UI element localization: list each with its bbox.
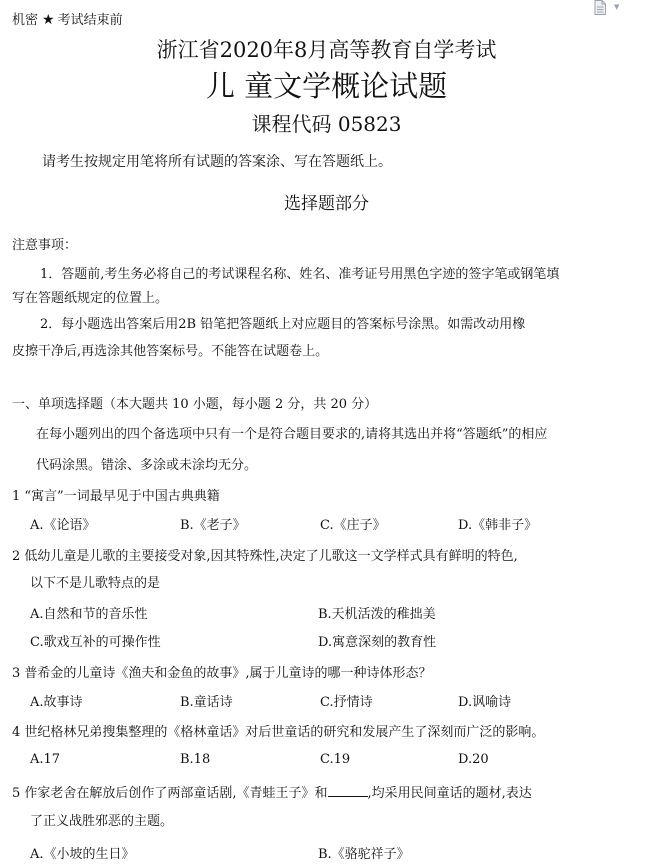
question-4: 4 世纪格林兄弟搜集整理的《格林童话》对后世童话的研究和发展产生了深刻而广泛的影响。 (12, 725, 545, 740)
q1-option-a: A.《论语》 (30, 518, 96, 533)
secret-label: 机密 (12, 13, 39, 28)
q3-option-c: C.抒情诗 (320, 695, 373, 710)
notice-item-1: 1．答题前,考生务必将自己的考试课程名称、姓名、准考证号用黑色字迹的签字笔或钢笔填 (40, 267, 560, 282)
course-code: 课程代码 05823 (251, 112, 402, 136)
q3-option-b: B.童话诗 (180, 695, 233, 710)
chevron-down-icon[interactable]: ▼ (614, 3, 620, 11)
exam-title: 浙江省2020年8月高等教育自学考试 (156, 38, 497, 62)
section-heading: 选择题部分 (284, 194, 369, 214)
question-5-cont: 了正义战胜邪恶的主题。 (30, 814, 174, 829)
q1-option-b: B.《老子》 (180, 518, 246, 533)
intro-text: 请考生按规定用笔将所有试题的答案涂、写在答题纸上。 (42, 154, 392, 170)
q4-option-a: A.17 (30, 752, 61, 767)
q2-option-b: B.天机活泼的稚拙美 (318, 607, 436, 622)
question-5-part-a: 5 作家老舍在解放后创作了两部童话剧,《青蛙王子》和 (12, 786, 328, 801)
q4-option-b: B.18 (180, 752, 211, 767)
question-2: 2 低幼儿童是儿歌的主要接受对象,因其特殊性,决定了儿歌这一文学样式具有鲜明的特色, (12, 549, 518, 564)
question-1: 1 “寓言”一词最早见于中国古典典籍 (12, 489, 220, 504)
question-5-part-b: ,均采用民间童话的题材,表达 (367, 786, 532, 801)
notice-item-1-cont: 写在答题纸规定的位置上。 (12, 291, 169, 306)
q4-option-c: C.19 (320, 752, 351, 767)
q2-option-a: A.自然和节的音乐性 (30, 607, 148, 622)
question-3: 3 普希金的儿童诗《渔夫和金鱼的故事》,属于儿童诗的哪一种诗体形态？ (12, 666, 432, 681)
part1-heading: 一、单项选择题（本大题共 10 小题，每小题 2 分，共 20 分） (12, 397, 378, 412)
q2-option-c: C.歌戏互补的可操作性 (30, 635, 161, 650)
notice-title: 注意事项： (12, 238, 78, 253)
q1-option-d: D.《韩非子》 (458, 518, 538, 533)
question-5 (12, 782, 532, 801)
notice-item-2-cont: 皮擦干净后,再选涂其他答案标号。不能答在试题卷上。 (12, 344, 329, 359)
confidential-label (12, 9, 123, 28)
star-icon: ★ (42, 12, 55, 28)
part1-instruction-cont: 代码涂黑。错涂、多涂或未涂均无分。 (36, 458, 258, 473)
document-icon[interactable] (594, 0, 606, 15)
q2-option-d: D.寓意深刻的教育性 (318, 635, 437, 650)
q4-option-d: D.20 (458, 752, 489, 767)
answer-blank (328, 784, 368, 797)
secret-suffix: 考试结束前 (57, 13, 123, 28)
course-title: 儿 童文学概论试题 (205, 69, 448, 103)
part1-instruction: 在每小题列出的四个备选项中只有一个是符合题目要求的,请将其选出并将“答题纸”的相应 (36, 427, 548, 442)
q1-option-c: C.《庄子》 (320, 518, 386, 533)
q3-option-d: D.讽喻诗 (458, 695, 512, 710)
q3-option-a: A.故事诗 (30, 695, 83, 710)
q5-option-b: B.《骆驼祥子》 (318, 847, 410, 862)
notice-item-2: 2．每小题选出答案后用2B 铅笔把答题纸上对应题目的答案标号涂黑。如需改动用橡 (40, 317, 526, 332)
question-2-cont: 以下不是儿歌特点的是 (30, 576, 161, 591)
q5-option-a: A.《小坡的生日》 (30, 847, 135, 862)
